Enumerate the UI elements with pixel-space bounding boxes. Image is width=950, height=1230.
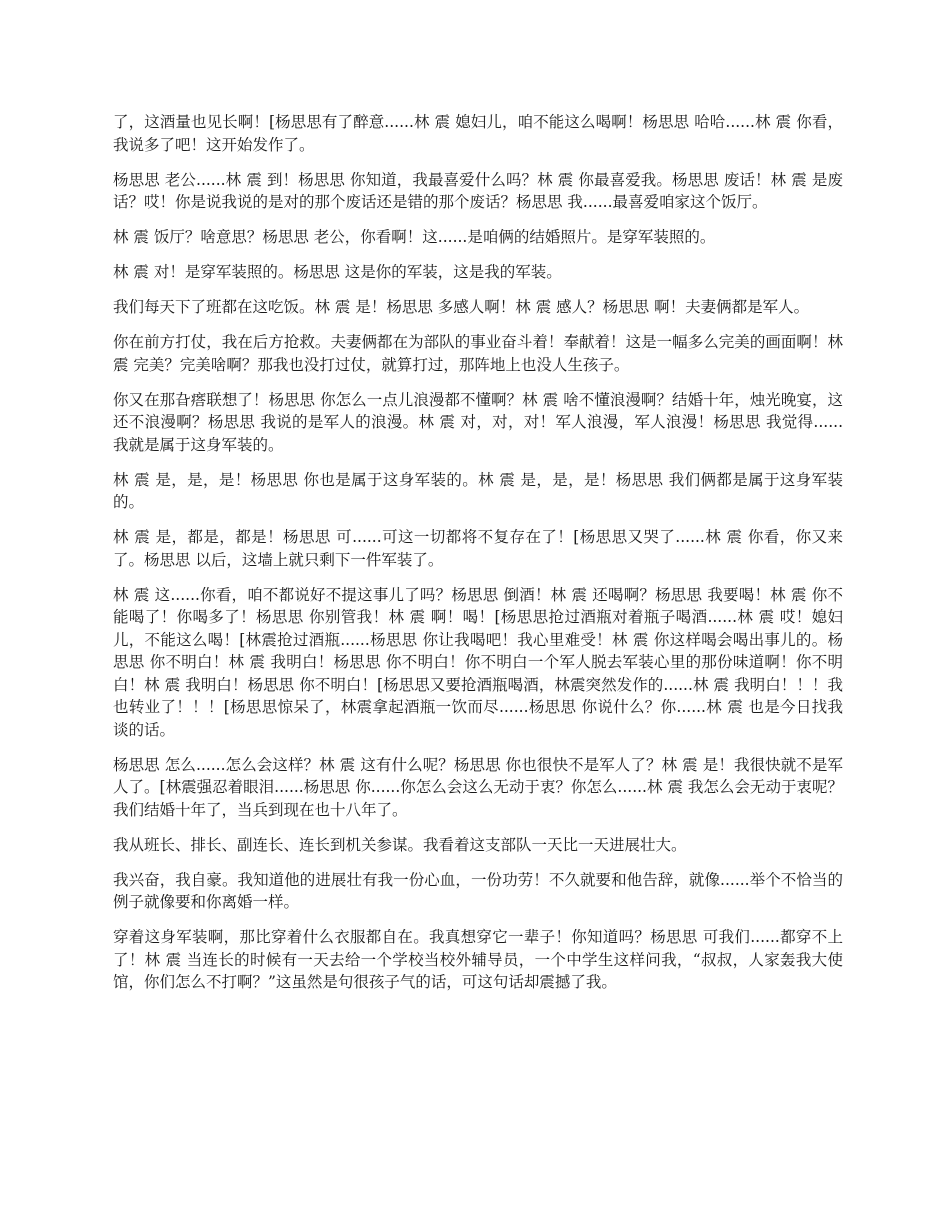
paragraph-10: 林 震 这......你看，咱不都说好不提这事儿了吗？杨思思 倒酒！林 震 还喝啊？杨思思 我要喝！林 震 你不能喝了！你喝多了！杨思思 你别管我！林 震 啊！喝！[杨思思抢过酒瓶对着瓶子喝酒......林 震 哎！媳妇儿，不能这么喝！[林震抢过酒瓶......杨思思 你让我喝吧！我心里难受！林 震 你这样喝会喝出事儿的。杨思思 你不明白！林 震 我明白！杨思思 你不明白！你不明白一个军人脱去军装心里的那份味道啊！你不明白！林 震 我明白！杨思思 你不明白！[杨思思又要抢酒瓶喝酒，林震突然发作的......林 震 我明白！！！我也转业了！！！[杨思思惊呆了，林震拿起酒瓶一饮而尽......杨思思 你说什么？你......林 震 也是今日找我谈的话。: [113, 585, 843, 739]
paragraph-7: 你又在那旮瘩联想了！杨思思 你怎么一点儿浪漫都不懂啊？林 震 啥不懂浪漫啊？结婚十年，烛光晚宴，这还不浪漫啊？杨思思 我说的是军人的浪漫。林 震 对，对，对！军人浪漫，军人浪漫！杨思思 我觉得......我就是属于这身军装的。: [113, 390, 843, 454]
paragraph-8: 林 震 是，是，是！杨思思 你也是属于这身军装的。林 震 是，是，是！杨思思 我们俩都是属于这身军装的。: [113, 470, 843, 511]
paragraph-3: 林 震 饭厅？啥意思？杨思思 老公，你看啊！这......是咱俩的结婚照片。是穿军装照的。: [113, 228, 716, 246]
paragraph-5: 我们每天下了班都在这吃饭。林 震 是！杨思思 多感人啊！林 震 感人？杨思思 啊！夫妻俩都是军人。: [113, 298, 810, 316]
paragraph-11: 杨思思 怎么......怎么会这样？林 震 这有什么呢？杨思思 你也很快不是军人了？林 震 是！我很快就不是军人了。[林震强忍着眼泪......杨思思 你......你怎么会这么无动于衷？你怎么......林 震 我怎么会无动于衷呢？我们结婚十年了，当兵到现在也十八年了。: [113, 755, 843, 819]
paragraph-4: 林 震 对！是穿军装照的。杨思思 这是你的军装，这是我的军装。: [113, 263, 562, 281]
paragraph-13: 我兴奋，我自豪。我知道他的进展壮有我一份心血，一份功劳！不久就要和他告辞，就像......举个不恰当的例子就像要和你离婚一样。: [113, 870, 843, 911]
paragraph-12: 我从班长、排长、副连长、连长到机关参谋。我看着这支部队一天比一天进展壮大。: [113, 835, 687, 854]
paragraph-9: 林 震 是，都是，都是！杨思思 可......可这一切都将不复存在了！[杨思思又哭了......林 震 你看，你又来了。杨思思 以后，这墙上就只剩下一件军装了。: [113, 528, 843, 569]
paragraph-1: 了，这酒量也见长啊！[杨思思有了醉意......林 震 媳妇儿，咱不能这么喝啊！杨思思 哈哈......林 震 你看，我说多了吧！这开始发作了。: [113, 113, 843, 154]
document-body: [113, 111, 843, 1006]
paragraph-2: 杨思思 老公......林 震 到！杨思思 你知道，我最喜爱什么吗？林 震 你最喜爱我。杨思思 废话！林 震 是废话？哎！你是说我说的是对的那个废话还是错的那个废话？杨思思 我......最喜爱咱家这个饭厅。: [113, 170, 843, 211]
paragraph-6: 你在前方打仗，我在后方抢救。夫妻俩都在为部队的事业奋斗着！奉献着！这是一幅多么完美的画面啊！林 震 完美？完美啥啊？那我也没打过仗，就算打过，那阵地上也没人生孩子。: [113, 333, 843, 374]
paragraph-14: 穿着这身军装啊，那比穿着什么衣服都自在。我真想穿它一辈子！你知道吗？杨思思 可我们......都穿不上了！林 震 当连长的时候有一天去给一个学校当校外辅导员，一个中学生这样问我，“叔叔，人家轰我大使馆，你们怎么不打啊？”这虽然是句很孩子气的话，可这句话却震撼了我。: [113, 928, 843, 991]
